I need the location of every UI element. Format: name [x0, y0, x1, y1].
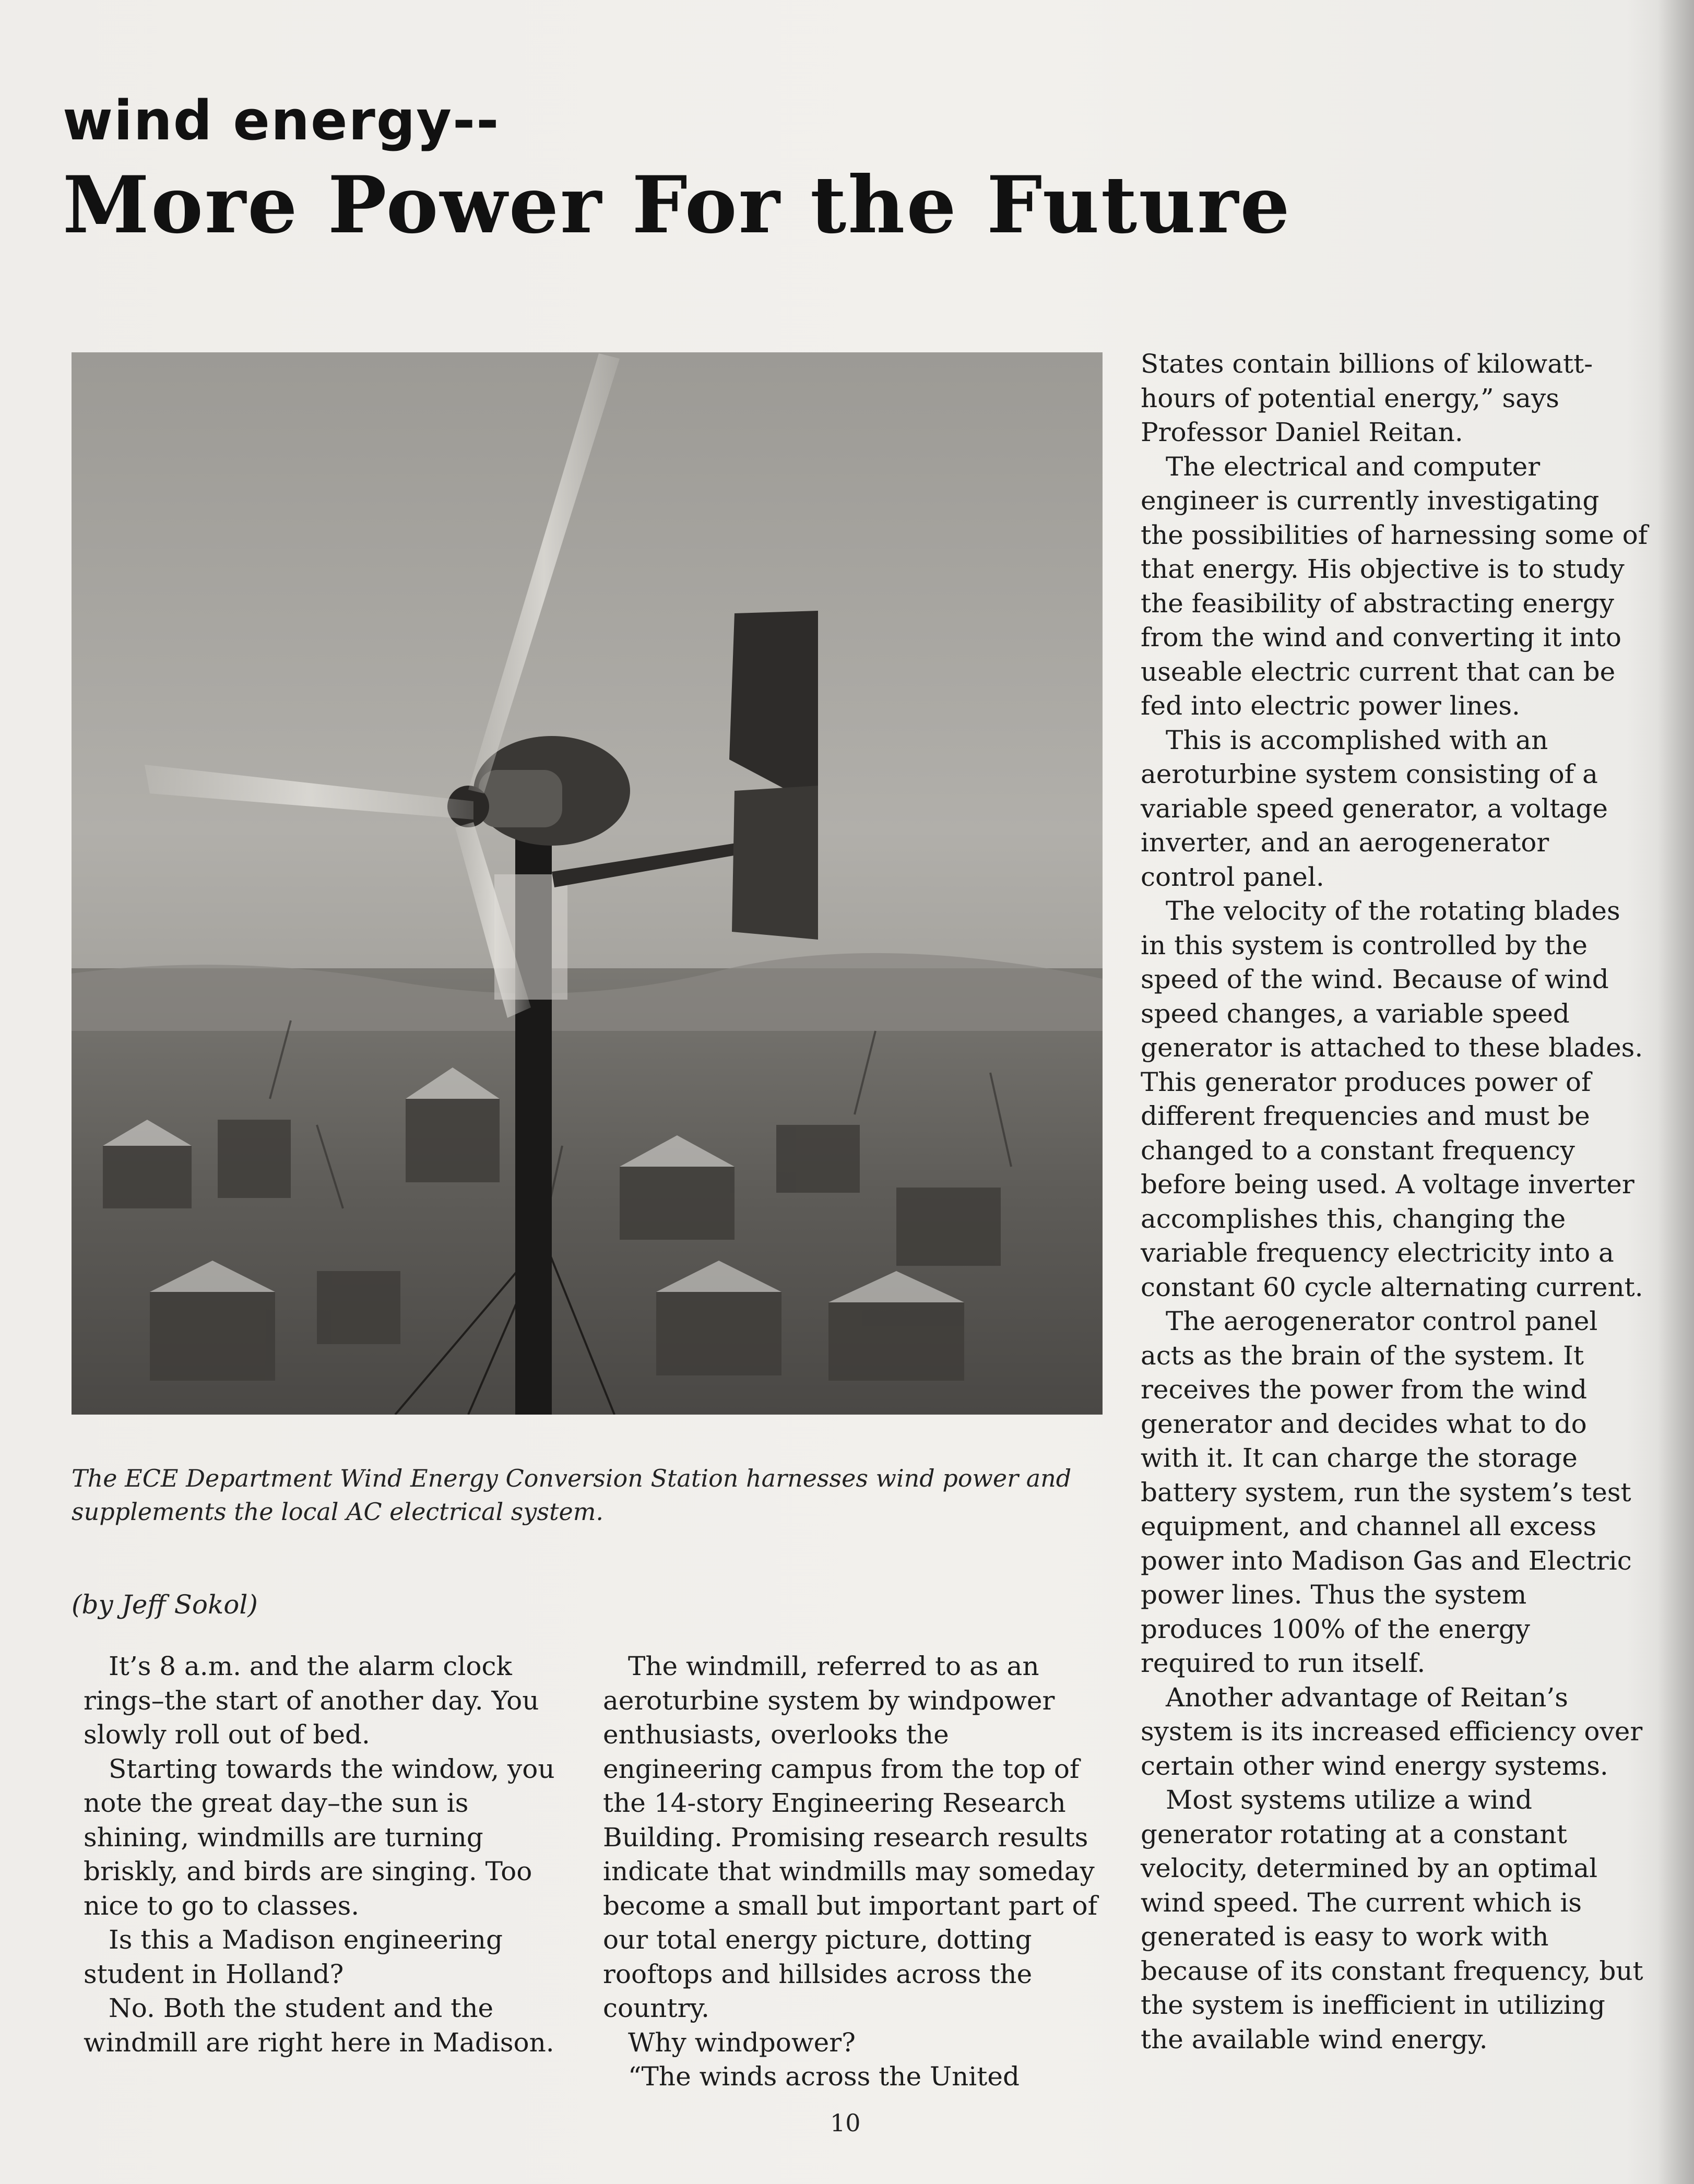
column-3-paragraph: Another advantage of Reitan’s system is its increased efficiency over certain other wind energy systems. — [1141, 1682, 1643, 1781]
page-number: 10 — [830, 2109, 861, 2137]
column-3-paragraph: States contain billions of kilowatt-hours of potential energy,” says Professor Daniel Reitan. — [1141, 349, 1593, 447]
column-2-paragraph: “The winds across the United — [628, 2061, 1020, 2092]
page-edge-shadow — [1657, 0, 1694, 2184]
article-kicker: wind energy-- — [63, 89, 500, 152]
column-3 — [1141, 347, 1650, 2057]
column-3-paragraph: This is accomplished with an aeroturbine system consisting of a variable speed generator, a voltage inverter, and an aerogenerator control panel. — [1141, 725, 1608, 892]
photo-caption: The ECE Department Wind Energy Conversion Station harnesses wind power and supplements the local AC electrical system. — [72, 1464, 1072, 1526]
column-1-paragraph: Is this a Madison engineering student in Holland? — [84, 1925, 503, 1989]
column-1-paragraph: No. Both the student and the windmill are right here in Madison. — [84, 1993, 554, 2058]
column-3-paragraph: Most systems utilize a wind generator rotating at a constant velocity, determined by an optimal wind speed. The current which is generated is easy to work with because of its constant frequency, but the system is inefficient in utilizing the available wind energy. — [1141, 1785, 1643, 2055]
windmill-photo-illustration — [72, 352, 1103, 1415]
article-headline: More Power For the Future — [63, 159, 1292, 251]
column-3-paragraph: The electrical and computer engineer is currently investigating the possibilities of harnessing some of that energy. His objective is to study the feasibility of abstracting energy from the wind and converting it into useable electric current that can be fed into electric power lines. — [1141, 451, 1648, 721]
byline: (by Jeff Sokol) — [72, 1589, 258, 1620]
column-3-paragraph: The velocity of the rotating blades in this system is controlled by the speed of the wind. Because of wind speed changes, a variable speed generator is attached to these blades. This generator produces power of different frequencies and must be changed to a constant frequency before being used. A voltage inverter accomplishes this, changing the variable frequency electricity into a constant 60 cycle alternating current. — [1141, 896, 1643, 1302]
column-1-paragraph: It’s 8 a.m. and the alarm clock rings–the start of another day. You slowly roll out of bed. — [84, 1651, 539, 1750]
column-2-paragraph: Why windpower? — [628, 2027, 856, 2058]
column-1 — [84, 1649, 569, 2060]
windmill-photo — [72, 352, 1103, 1415]
column-1-paragraph: Starting towards the window, you note the great day–the sun is shining, windmills are turning briskly, and birds are singing. Too nice to go to classes. — [84, 1753, 555, 1921]
column-2 — [603, 1649, 1099, 2094]
column-2-paragraph: The windmill, referred to as an aeroturbine system by windpower enthusiasts, overlooks the engineering campus from the top of the 14-story Engineering Research Building. Promising research results indicate that windmills may someday become a small but important part of our total energy picture, dotting rooftops and hillsides across the country. — [603, 1651, 1098, 2023]
column-3-paragraph: The aerogenerator control panel acts as the brain of the system. It receives the power from the wind generator and decides what to do with it. It can charge the storage battery system, run the system’s test equipment, and channel all excess power into Madison Gas and Electric power lines. Thus the system produces 100% of the energy required to run itself. — [1141, 1306, 1632, 1678]
